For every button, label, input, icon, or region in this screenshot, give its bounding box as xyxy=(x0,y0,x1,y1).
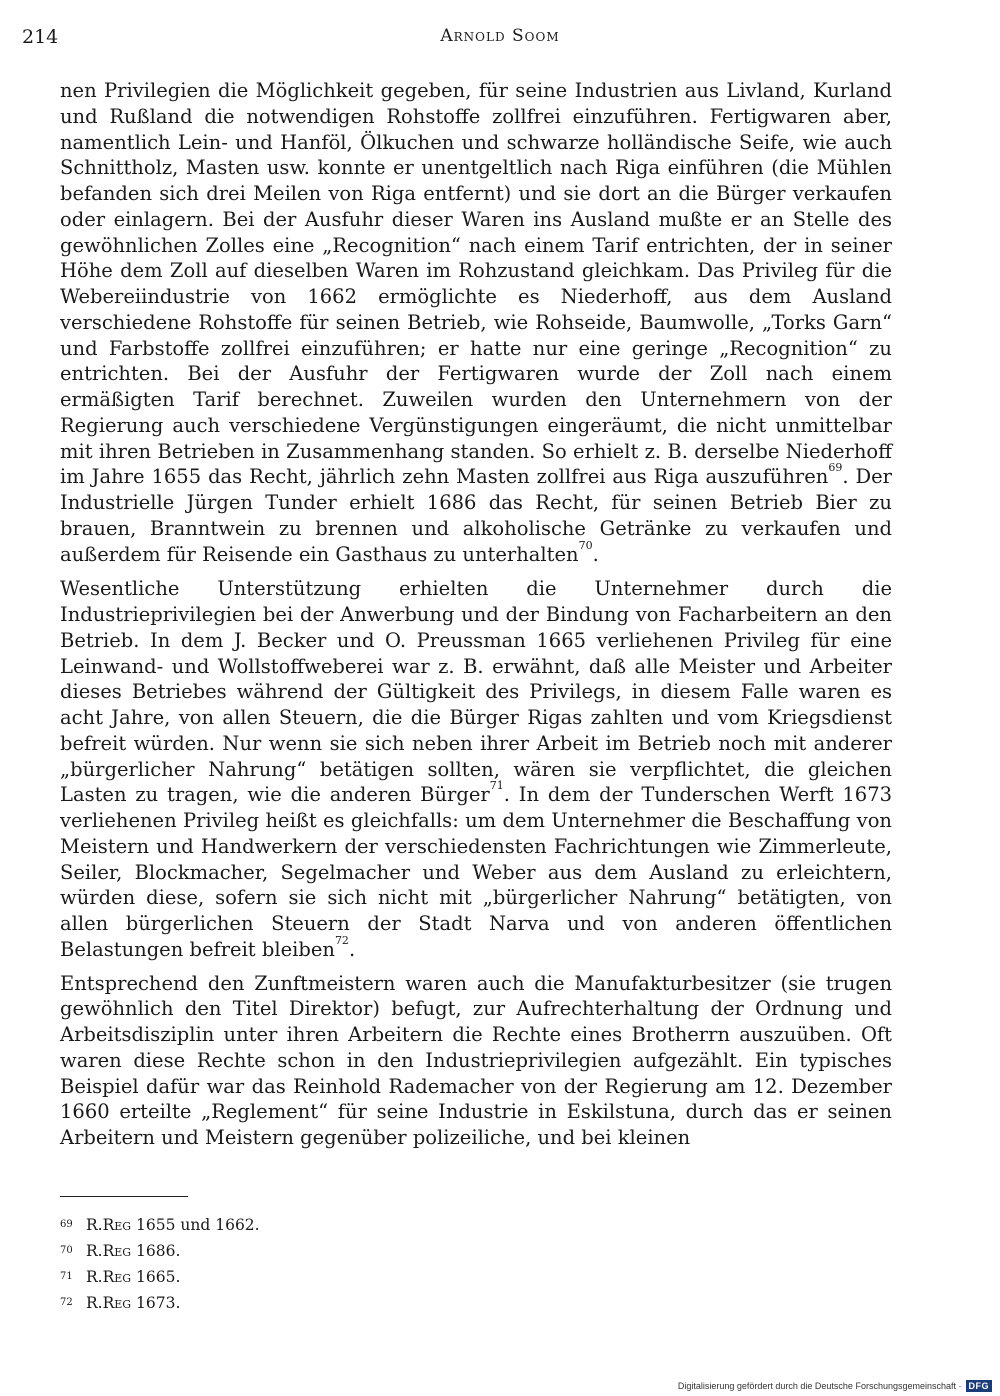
paragraph-text: Entsprechend den Zunftmeistern waren auch die Manufakturbesitzer (sie trugen gewöhnlich den Titel Direktor) befugt, zur Aufrechterhaltung der Ordnung und Arbeitsdisziplin unter ihren Arbeitern die Rechte eines Brotherrn auszuüben. Oft waren diese Rechte schon in den Industrieprivilegien aufgezählt. Ein typisches Beispiel dafür war das Reinhold Rademacher von der Regierung am 12. Dezember 1660 erteilte „Reglement“ für seine Industrie in Eskilstuna, durch das er seinen Arbeitern und Meistern gegenüber polizeiliche, und bei kleinen xyxy=(60,971,892,1149)
paragraph-text: nen Privilegien die Möglichkeit gegeben, für seine Industrien aus Livland, Kurland und Rußland die notwendigen Rohstoffe zollfrei einzuführen. Fertigwaren aber, namentlich Lein- und Hanföl, Ölkuchen und schwarze holländische Seife, wie auch Schnittholz, Masten usw. konnte er unentgeltlich nach Riga einführen (die Mühlen befanden sich drei Meilen von Riga entfernt) und sie dort an die Bürger verkaufen oder einlagern. Bei der Ausfuhr dieser Waren ins Ausland mußte er an Stelle des gewöhnlichen Zolles eine „Recognition“ nach einem Tarif entrichten, der in seiner Höhe dem Zoll auf dieselben Waren im Rohzustand gleichkam. Das Privileg für die Webereiindustrie von 1662 ermöglichte es Niederhoff, aus dem Ausland verschiedene Rohstoffe für seinen Betrieb, wie Rohseide, Baumwolle, „Torks Garn“ und Farbstoffe zollfrei einzuführen; er hatte nur eine geringe „Recognition“ zu entrichten. Bei der Ausfuhr der Fertigwaren wurde der Zoll nach einem ermäßigten Tarif berechnet. Zuweilen wurden den Unternehmern von der Regierung auch verschiedene Vergünstigungen eingeräumt, die nicht unmittelbar mit ihren Betrieben in Zusammenhang standen. So erhielt z. B. derselbe Niederhoff im Jahre 1655 das Recht, jährlich zehn Masten zollfrei aus Riga auszuführen xyxy=(60,79,892,489)
footnote-source-prefix: R. xyxy=(86,1242,103,1260)
footnote xyxy=(60,1238,260,1264)
paragraph xyxy=(60,971,892,1151)
footnote-ref: 72 xyxy=(334,933,349,947)
credit-text: Digitalisierung gefördert durch die Deutsche Forschungsgemeinschaft · xyxy=(677,1381,962,1391)
footnote-rule xyxy=(60,1196,188,1197)
footnote-text: 1673. xyxy=(131,1294,181,1312)
footnote-text: 1665. xyxy=(131,1268,181,1286)
paragraph-text: . xyxy=(592,542,599,566)
paragraph xyxy=(60,576,892,962)
digitization-credit xyxy=(678,1380,992,1392)
paragraph-text: . xyxy=(348,937,356,961)
footnote-ref: 71 xyxy=(489,779,504,793)
footnote-source: Reg xyxy=(102,1294,132,1312)
body-text xyxy=(60,78,892,1159)
paragraph-text: . Der Industrielle Jürgen Tunder erhielt 1686 das Recht, für seinen Betrieb Bier zu brauen, Branntwein zu brennen und alkoholische Getränke zu verkaufen und außerdem für Reisende ein Gasthaus zu unterhalten xyxy=(60,465,892,566)
paragraph-text: . In dem der Tunderschen Werft 1673 verliehenen Privileg heißt es gleichfalls: um dem Unternehmer die Beschaffung von Meistern und Handwerkern der verschiedensten Fachrichtungen wie Zimmerleute, Seiler, Blockmacher, Segelmacher und Weber aus dem Ausland zu erleichtern, würden diese, sofern sie sich nicht mit „bürgerlicher Nahrung“ betätigten, von allen bürgerlichen Steuern der Stadt Narva und von anderen öffentlichen Belastungen befreit bleiben xyxy=(60,783,893,961)
footnote-text: 1655 und 1662. xyxy=(131,1216,260,1234)
footnote-number: 71 xyxy=(60,1271,73,1282)
footnote-source-prefix: R. xyxy=(86,1268,103,1286)
footnote-source: Reg xyxy=(102,1242,132,1260)
footnote-ref: 70 xyxy=(578,538,593,552)
footnote-text: 1686. xyxy=(131,1242,181,1260)
footnote-source-prefix: R. xyxy=(86,1216,103,1234)
paragraph xyxy=(60,78,892,567)
footnote-source-prefix: R. xyxy=(86,1294,103,1312)
footnote-source: Reg xyxy=(102,1216,132,1234)
running-head: Arnold Soom xyxy=(440,26,560,46)
footnote-number: 70 xyxy=(60,1245,73,1256)
footnote-source: Reg xyxy=(102,1268,132,1286)
paragraph-text: Wesentliche Unterstützung erhielten die Unternehmer durch die Industrieprivilegien bei der Anwerbung und der Bindung von Facharbeitern an den Betrieb. In dem J. Becker und O. Preussman 1665 verliehenen Privileg für eine Leinwand- und Wollstoffweberei war z. B. erwähnt, daß alle Meister und Arbeiter dieses Betriebes während der Gültigkeit des Privilegs, in diesem Falle waren es acht Jahre, von allen Steuern, die die Bürger Rigas zahlten und vom Kriegsdienst befreit würden. Nur wenn sie sich neben ihrer Arbeit im Betrieb noch mit anderer „bürgerlicher Nahrung“ betätigen sollten, wären sie verpflichtet, die gleichen Lasten zu tragen, wie die anderen Bürger xyxy=(60,577,892,807)
footnote-ref: 69 xyxy=(828,461,843,475)
footnote xyxy=(60,1290,260,1316)
footnote xyxy=(60,1212,260,1238)
footnote-number: 72 xyxy=(60,1297,73,1308)
footnotes xyxy=(60,1212,260,1316)
page-number: 214 xyxy=(22,26,59,48)
dfg-logo: DFG xyxy=(966,1380,993,1392)
footnote xyxy=(60,1264,260,1290)
footnote-number: 69 xyxy=(60,1219,73,1230)
